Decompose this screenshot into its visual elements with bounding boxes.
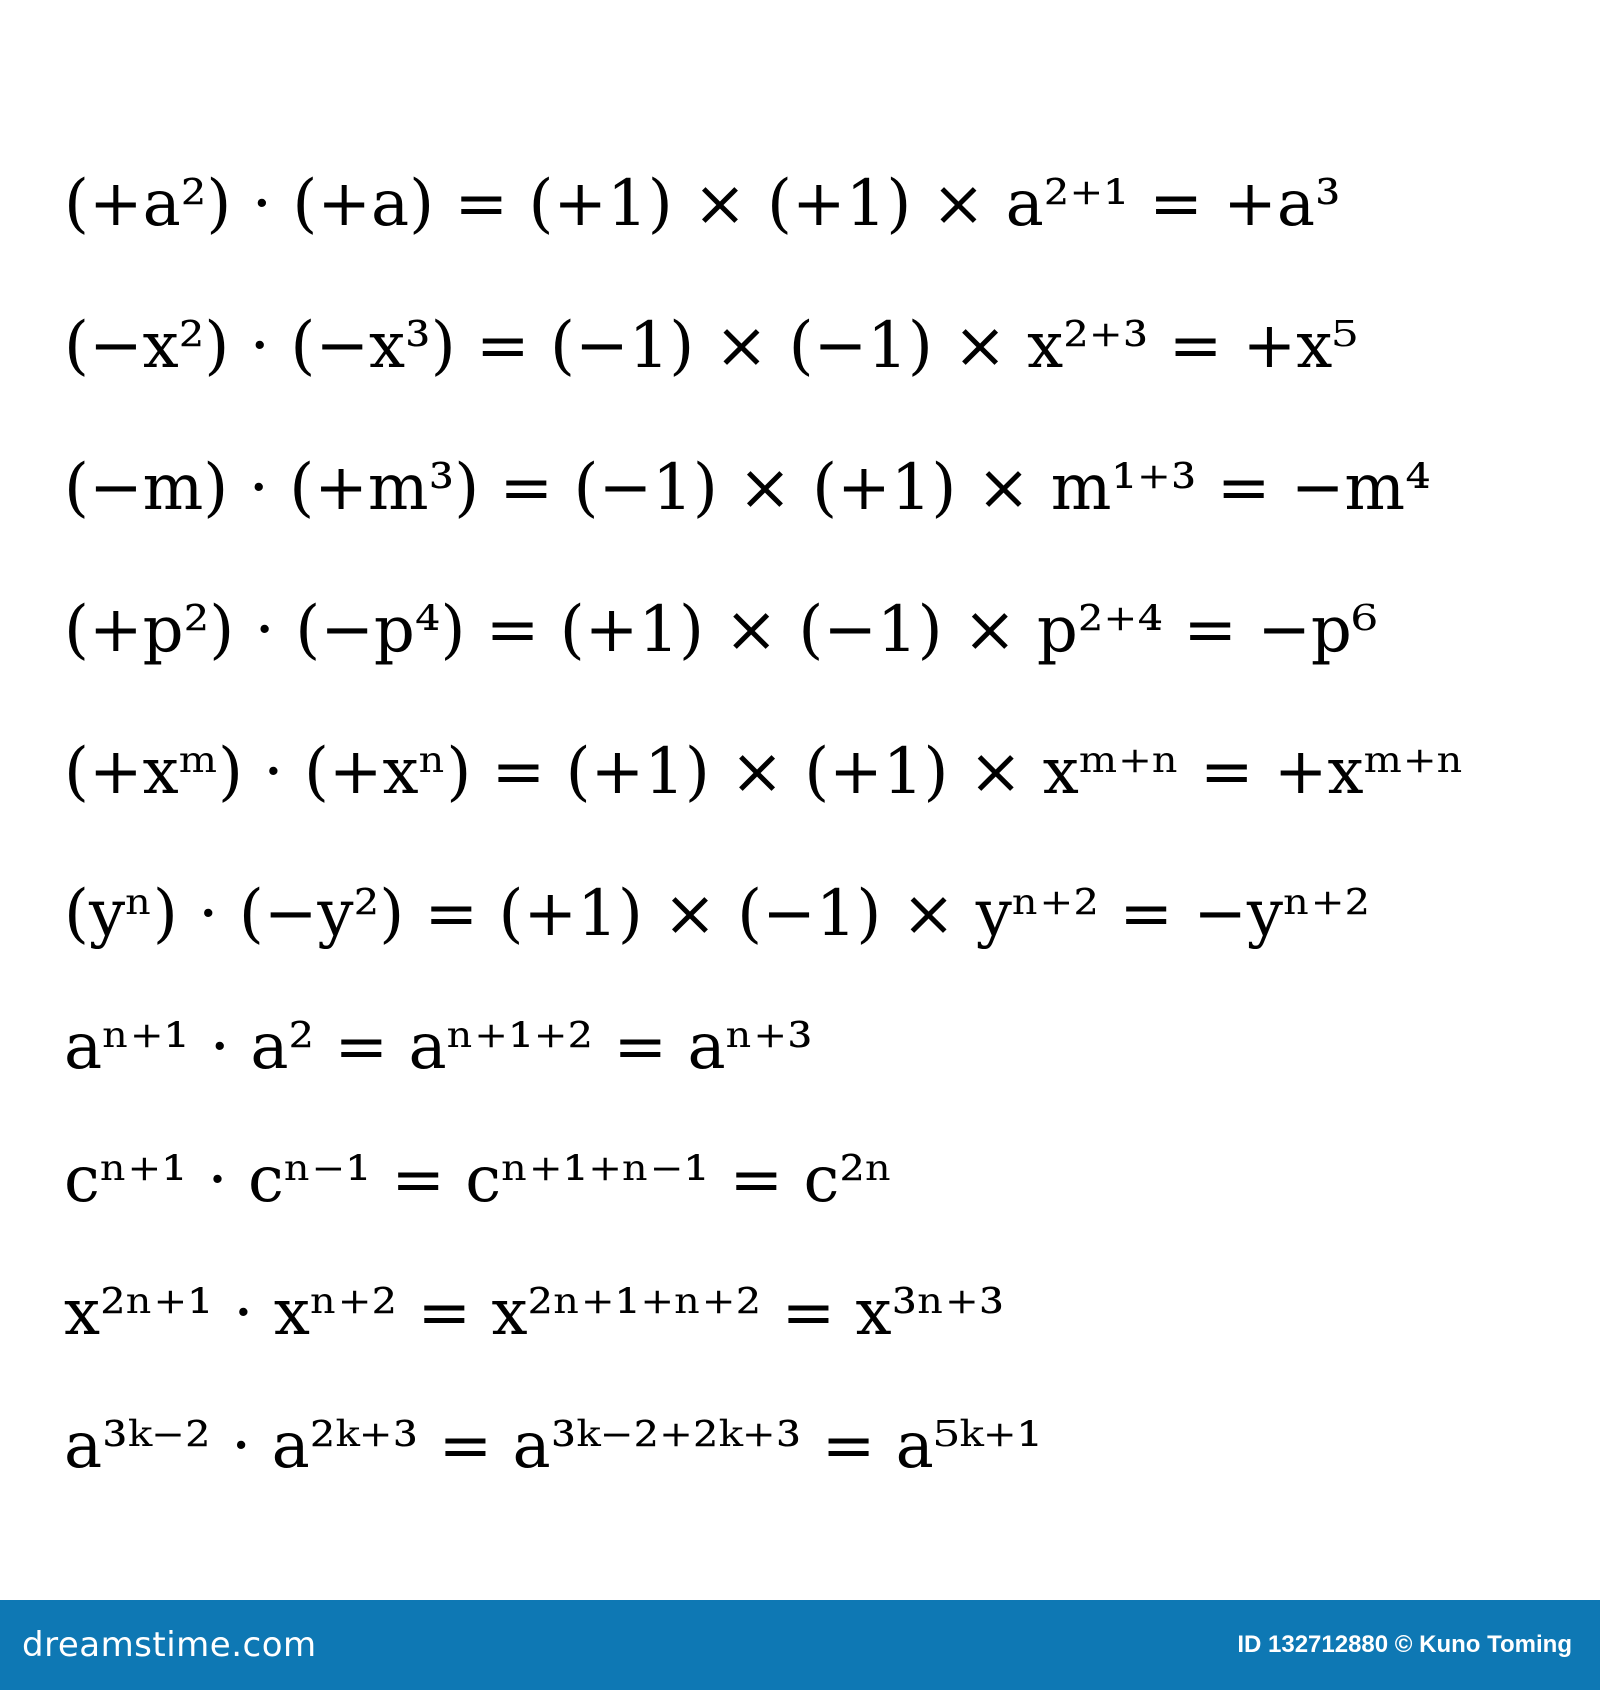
equation-row <box>64 1230 1574 1363</box>
equation-row <box>64 822 1574 964</box>
equation-list <box>64 112 1574 1496</box>
equation-row <box>64 254 1574 396</box>
equation: (+xᵐ) · (+xⁿ) = (+1) × (+1) × xᵐ⁺ⁿ = +xᵐ⁺ⁿ <box>64 735 1465 809</box>
equation-row <box>64 1097 1574 1230</box>
brand-logo: dreamstime.com <box>22 1625 317 1665</box>
equation: aⁿ⁺¹ · a² = aⁿ⁺¹⁺² = aⁿ⁺³ <box>64 1010 813 1084</box>
equation: (yⁿ) · (−y²) = (+1) × (−1) × yⁿ⁺² = −yⁿ⁺² <box>64 877 1371 951</box>
equation-row <box>64 964 1574 1097</box>
equation-row <box>64 680 1574 822</box>
equation: a³ᵏ⁻² · a²ᵏ⁺³ = a³ᵏ⁻²⁺²ᵏ⁺³ = a⁵ᵏ⁺¹ <box>64 1409 1043 1483</box>
equation-row <box>64 396 1574 538</box>
equation-row <box>64 538 1574 680</box>
image-credit: ID 132712880 © Kuno Toming <box>1237 1631 1572 1658</box>
equation: (+a²) · (+a) = (+1) × (+1) × a²⁺¹ = +a³ <box>64 167 1341 241</box>
equation: (−x²) · (−x³) = (−1) × (−1) × x²⁺³ = +x⁵ <box>64 309 1359 383</box>
equation-row <box>64 112 1574 254</box>
equation: cⁿ⁺¹ · cⁿ⁻¹ = cⁿ⁺¹⁺ⁿ⁻¹ = c²ⁿ <box>64 1143 893 1217</box>
watermark-footer <box>0 1600 1600 1690</box>
equation-row <box>64 1363 1574 1496</box>
equation: x²ⁿ⁺¹ · xⁿ⁺² = x²ⁿ⁺¹⁺ⁿ⁺² = x³ⁿ⁺³ <box>64 1276 1005 1350</box>
equation: (−m) · (+m³) = (−1) × (+1) × m¹⁺³ = −m⁴ <box>64 451 1431 525</box>
equation: (+p²) · (−p⁴) = (+1) × (−1) × p²⁺⁴ = −p⁶ <box>64 593 1378 667</box>
